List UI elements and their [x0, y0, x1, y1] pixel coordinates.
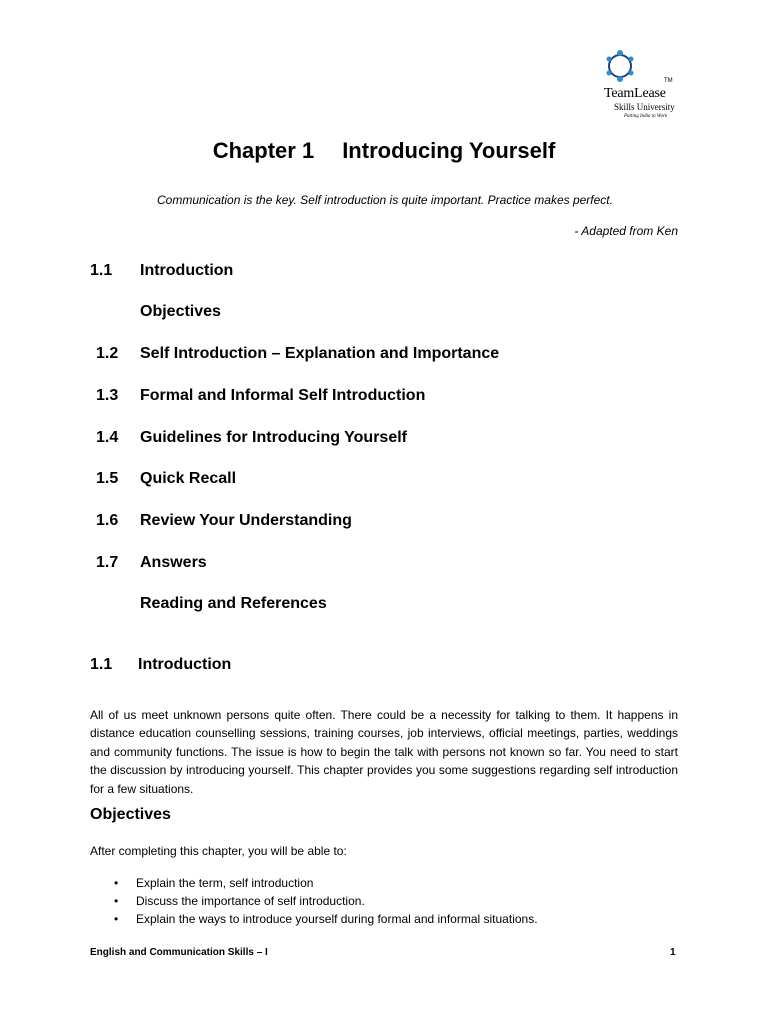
- logo-ring-icon: [602, 48, 638, 84]
- logo-trademark: TM: [664, 78, 673, 84]
- bullet-icon: •: [114, 876, 119, 890]
- footer-page-number: 1: [670, 947, 676, 958]
- list-item-text: Explain the ways to introduce yourself during formal and informal situations.: [136, 912, 538, 926]
- toc-item-number: 1.2: [96, 345, 119, 362]
- section-title: Introduction: [138, 656, 232, 673]
- toc-item-label: Formal and Informal Self Introduction: [140, 387, 426, 404]
- intro-paragraph: All of us meet unknown persons quite often. There could be a necessity for talking to them. It happens in distance education counselling sessions, training courses, job interviews, official meetings, parties, weddings and community functions. The issue is how to begin the talk with persons not known so far. You need to start the discussion by introducing yourself. This chapter provides you some suggestions regarding self introduction for a few situations.: [90, 708, 678, 796]
- logo-tagline: Putting India to Work: [624, 114, 668, 119]
- toc-item-label: Review Your Understanding: [140, 512, 352, 529]
- chapter-number: Chapter 1: [212, 138, 315, 163]
- epigraph-quote: Communication is the key. Self introduction is quite important. Practice makes perfect.: [157, 193, 613, 207]
- toc-item-number: 1.7: [96, 554, 119, 571]
- section-number: 1.1: [90, 656, 113, 673]
- toc-item-label: Reading and References: [140, 595, 327, 612]
- objectives-list: [114, 874, 538, 928]
- toc-item-number: 1.5: [96, 470, 119, 487]
- toc-item-label: Self Introduction – Explanation and Importance: [140, 345, 500, 362]
- objectives-heading: Objectives: [90, 806, 171, 823]
- chapter-title: [0, 138, 768, 164]
- list-item: [114, 910, 538, 928]
- toc-item-number: 1.6: [96, 512, 119, 529]
- teamlease-logo: [584, 48, 684, 120]
- toc-item-number: 1.4: [96, 429, 119, 446]
- bullet-icon: •: [114, 894, 119, 908]
- logo-brand: TeamLease: [604, 86, 666, 101]
- list-item-text: Discuss the importance of self introduction.: [136, 894, 365, 908]
- toc-item-label: Objectives: [140, 303, 221, 320]
- list-item: [114, 874, 538, 892]
- epigraph-attribution: - Adapted from Ken: [574, 224, 678, 238]
- toc-item-label: Introduction: [140, 262, 234, 279]
- toc-item-number: 1.1: [90, 262, 113, 279]
- list-item: [114, 892, 538, 910]
- logo-subtitle: Skills University: [614, 102, 675, 112]
- footer-course-title: English and Communication Skills – I: [90, 947, 268, 958]
- section-heading: [90, 656, 231, 674]
- list-item-text: Explain the term, self introduction: [136, 876, 314, 890]
- bullet-icon: •: [114, 912, 119, 926]
- toc-item-label: Answers: [140, 554, 207, 571]
- chapter-name: Introducing Yourself: [342, 138, 556, 163]
- objectives-intro: After completing this chapter, you will be able to:: [90, 844, 347, 858]
- toc-item-number: 1.3: [96, 387, 119, 404]
- toc-item-label: Guidelines for Introducing Yourself: [140, 429, 407, 446]
- toc-item-label: Quick Recall: [140, 470, 237, 487]
